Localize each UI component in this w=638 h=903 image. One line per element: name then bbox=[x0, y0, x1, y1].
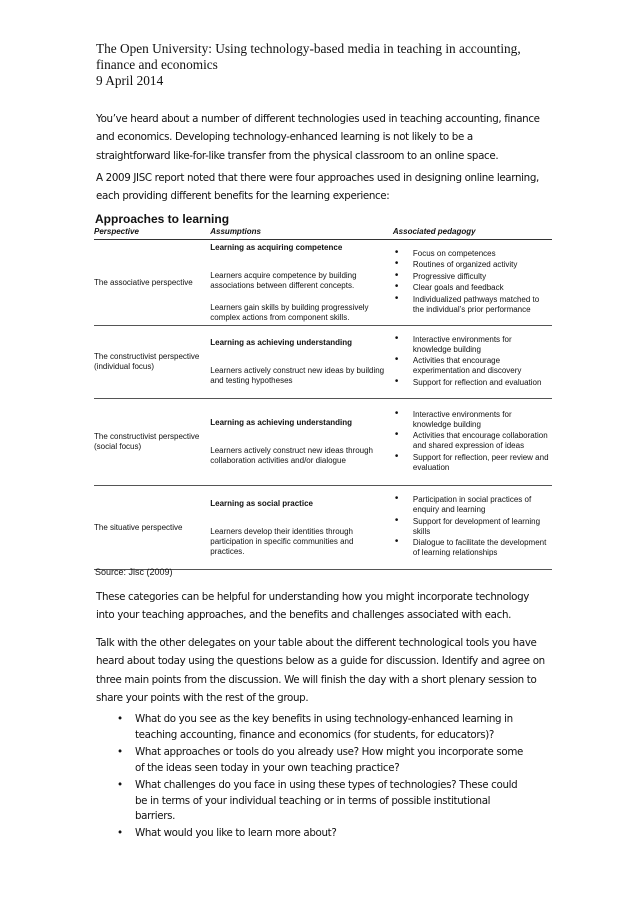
header-perspective: Perspective bbox=[94, 226, 210, 240]
jisc-paragraph: A 2009 JISC report noted that there were four approaches used in designing online learning, each providing different benefits for the learning experience: bbox=[96, 172, 539, 203]
question-item bbox=[96, 778, 526, 825]
document-header bbox=[96, 41, 566, 89]
question-text: What challenges do you face in using these types of technologies? These could be in terms of your individual teaching or in terms of possible institutional barriers. bbox=[135, 778, 518, 823]
header-pedagogy: Associated pedagogy bbox=[393, 226, 552, 240]
assumption-text: Learners actively construct new ideas by building and testing hypotheses bbox=[210, 366, 385, 385]
pedagogy-item: • Support for reflection and evaluation bbox=[393, 378, 552, 388]
table-row bbox=[94, 399, 552, 486]
header-title-line-1: The Open University: Using technology-based media in teaching in accounting, bbox=[96, 41, 521, 56]
table-header-row bbox=[94, 226, 552, 240]
pedagogy-item: • Support for reflection, peer review and evaluation bbox=[393, 453, 552, 473]
assumptions-cell bbox=[210, 326, 393, 399]
question-item bbox=[96, 712, 526, 743]
pedagogy-cell bbox=[393, 326, 552, 399]
question-text: What approaches or tools do you already use? How might you incorporate some of the ideas seen today in your own teaching practice? bbox=[135, 745, 523, 774]
table-title: Approaches to learning bbox=[95, 212, 230, 226]
pedagogy-item: • Individualized pathways matched to the individual’s prior performance bbox=[393, 295, 552, 315]
assumption-heading: Learning as acquiring competence bbox=[210, 242, 343, 252]
bullet-icon: • bbox=[117, 745, 123, 758]
pedagogy-list bbox=[393, 335, 552, 388]
pedagogy-item: • Activities that encourage collaboration and shared expression of ideas bbox=[393, 431, 552, 451]
discussion-paragraph: Talk with the other delegates on your table about the different technological tools you have heard about today using the questions below as a guide for discussion. Identify and agree on three main points from the discussion. We will finish the day with a short plenary session to share your points with the rest of the group. bbox=[96, 637, 545, 705]
question-item bbox=[96, 745, 526, 776]
pedagogy-item: • Participation in social practices of enquiry and learning bbox=[393, 495, 552, 515]
assumptions-cell bbox=[210, 399, 393, 486]
pedagogy-item: • Activities that encourage experimentation and discovery bbox=[393, 356, 552, 376]
pedagogy-item: • Interactive environments for knowledge building bbox=[393, 335, 552, 355]
table-row bbox=[94, 486, 552, 570]
pedagogy-item: • Interactive environments for knowledge building bbox=[393, 410, 552, 430]
perspective-cell: The situative perspective bbox=[94, 486, 210, 570]
pedagogy-item: • Progressive difficulty bbox=[393, 272, 552, 282]
approaches-table bbox=[94, 226, 552, 570]
assumption-heading: Learning as achieving understanding bbox=[210, 338, 353, 347]
pedagogy-item: • Focus on competences bbox=[393, 249, 552, 259]
pedagogy-item: • Routines of organized activity bbox=[393, 260, 552, 270]
bullet-icon: • bbox=[117, 827, 123, 840]
table-row bbox=[94, 326, 552, 399]
question-text: What would you like to learn more about? bbox=[135, 827, 337, 840]
header-date: 9 April 2014 bbox=[96, 73, 164, 88]
header-title-line-2: finance and economics bbox=[96, 57, 218, 72]
bullet-icon: • bbox=[117, 713, 123, 725]
table-row bbox=[94, 240, 552, 326]
perspective-cell: The constructivist perspective (individual focus) bbox=[94, 326, 210, 399]
pedagogy-cell bbox=[393, 399, 552, 486]
assumption-text: Learners actively construct new ideas through collaboration activities and/or dialogue bbox=[210, 446, 374, 465]
perspective-cell: The constructivist perspective (social focus) bbox=[94, 399, 210, 486]
pedagogy-list bbox=[393, 495, 552, 558]
perspective-cell: The associative perspective bbox=[94, 240, 210, 326]
assumptions-cell bbox=[210, 486, 393, 570]
pedagogy-item: • Support for development of learning skills bbox=[393, 517, 552, 537]
assumption-heading: Learning as achieving understanding bbox=[210, 418, 353, 427]
question-item bbox=[96, 826, 526, 842]
pedagogy-list bbox=[393, 249, 552, 315]
assumption-text: Learners develop their identities through participation in specific communities and practices. bbox=[210, 526, 354, 556]
assumption-text: Learners acquire competence by building associations between different concepts. bbox=[210, 270, 357, 290]
question-text: What do you see as the key benefits in using technology-enhanced learning in teaching accounting, finance and economics (for students, for educators)? bbox=[135, 713, 513, 741]
categories-paragraph: These categories can be helpful for understanding how you might incorporate technology into your teaching approaches, and the benefits and challenges associated with each. bbox=[96, 591, 530, 622]
assumptions-cell bbox=[210, 240, 393, 326]
intro-paragraph: You’ve heard about a number of different technologies used in teaching accounting, finance and economics. Developing technology-enhanced learning is not likely to be a straightforward like-for-like transfer from the physical classroom to an online space. bbox=[96, 113, 540, 162]
discussion-questions-list bbox=[96, 712, 526, 844]
pedagogy-cell bbox=[393, 240, 552, 326]
assumption-heading: Learning as social practice bbox=[210, 498, 313, 508]
header-assumptions: Assumptions bbox=[210, 226, 393, 240]
pedagogy-list bbox=[393, 410, 552, 473]
table-source-note: Source: Jisc (2009) bbox=[95, 567, 173, 577]
pedagogy-item: • Dialogue to facilitate the development of learning relationships bbox=[393, 538, 552, 558]
bullet-icon: • bbox=[117, 778, 123, 791]
assumption-text: Learners gain skills by building progressively complex actions from component skills. bbox=[210, 302, 369, 322]
pedagogy-cell bbox=[393, 486, 552, 570]
pedagogy-item: • Clear goals and feedback bbox=[393, 283, 552, 293]
